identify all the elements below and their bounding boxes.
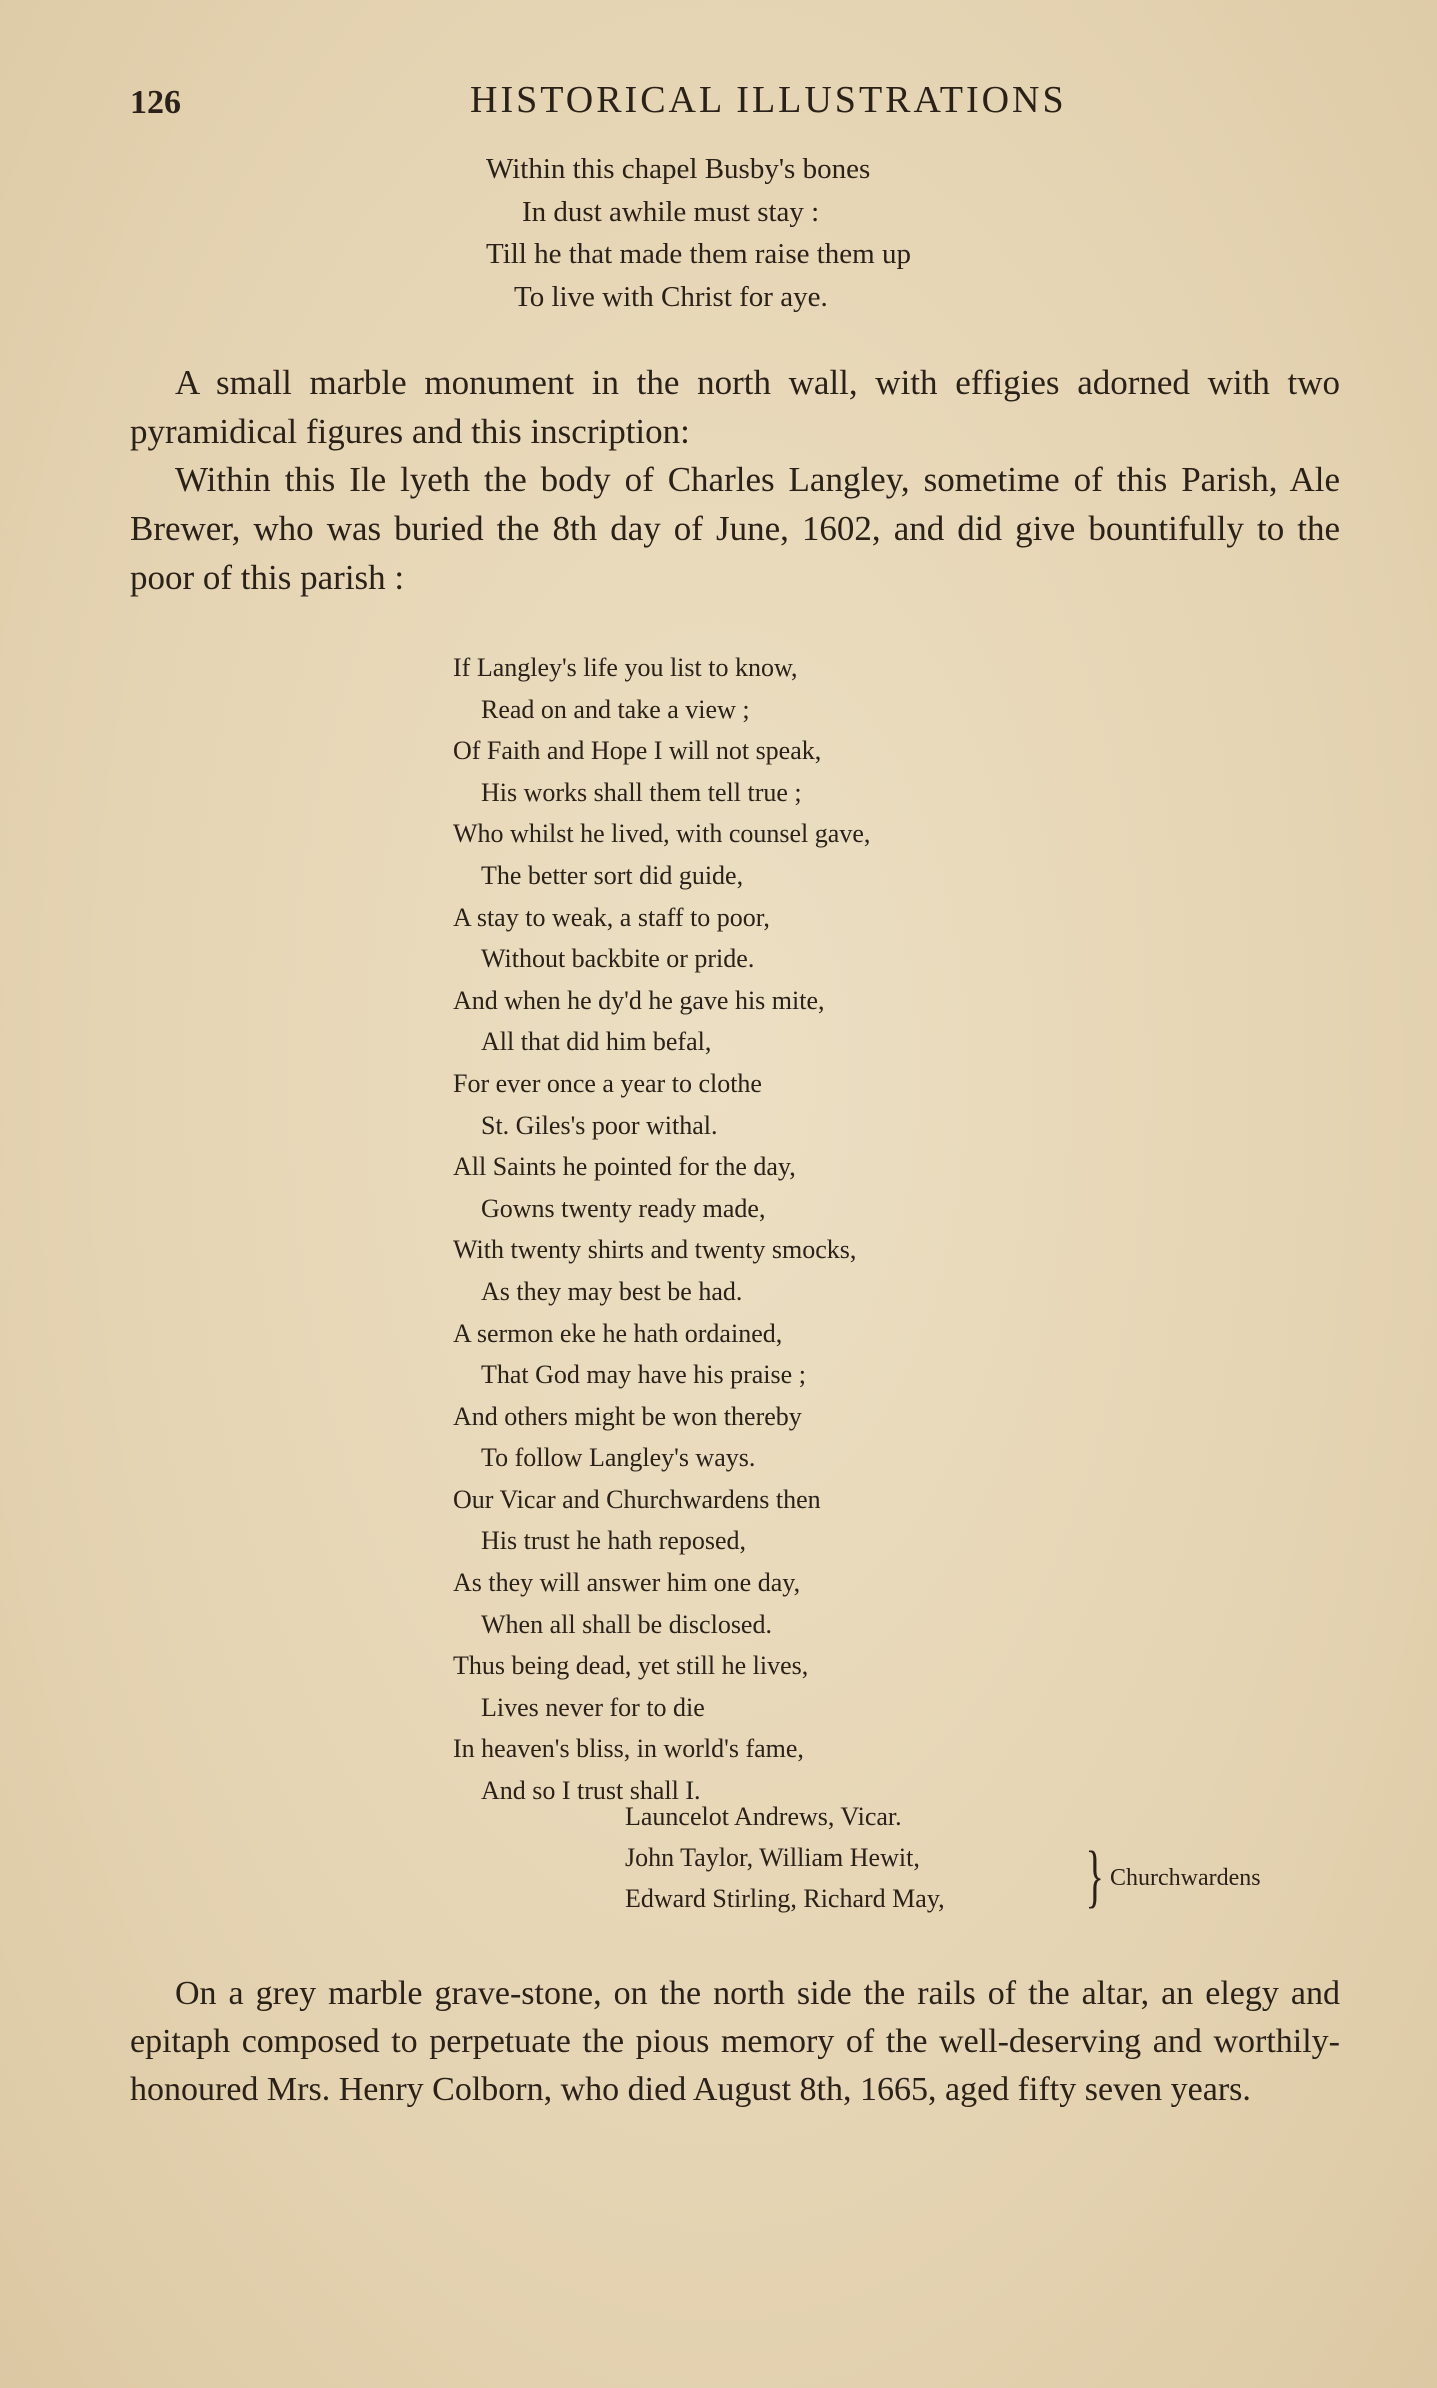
verse-line: To live with Christ for aye. [514,280,828,313]
churchwardens-label: Churchwardens [1110,1865,1261,1891]
verse-line: Thus being dead, yet still he lives, [453,1651,809,1681]
brace-icon: } [1085,1838,1105,1915]
verse-line: When all shall be disclosed. [481,1609,772,1639]
verse-line: In dust awhile must stay : [522,195,820,228]
verse-line: For ever once a year to clothe [453,1068,762,1098]
busby-verse [486,148,911,318]
verse-line: To follow Langley's ways. [481,1443,756,1473]
verse-line: In heaven's bliss, in world's fame, [453,1734,804,1764]
verse-line: Of Faith and Hope I will not speak, [453,736,822,766]
langley-epitaph [453,647,870,1812]
verse-line: Till he that made them raise them up [486,238,911,270]
verse-line: And when he dy'd he gave his mite, [453,985,825,1015]
churchwardens-signature-line: John Taylor, William Hewit, [625,1843,920,1872]
page-header [130,78,1330,128]
verse-line: All Saints he pointed for the day, [453,1152,796,1182]
verse-line: As they may best be had. [481,1276,743,1306]
inscription-paragraph: Within this Ile lyeth the body of Charles Langley, sometime of this Parish, Ale Brewer, who was buried the 8th day of June, 1602, and did give bountifully to the poor of this parish : [130,460,1340,597]
verse-line: And so I trust shall I. [481,1776,701,1806]
churchwardens-signature-line: Edward Stirling, Richard May, [625,1884,945,1913]
colborn-paragraph: On a grey marble grave-stone, on the north side the rails of the altar, an elegy and epitaph composed to perpetuate the pious memory of the well-deserving and worthily-honoured Mrs. Henry Colborn, who died August 8th, 1665, aged fifty seven years. [130,1975,1340,2108]
verse-line: With twenty shirts and twenty smocks, [453,1235,857,1265]
verse-line: That God may have his praise ; [481,1360,806,1390]
monument-paragraph: A small marble monument in the north wall, with effigies adorned with two pyramidical figures and this inscription: [130,363,1340,451]
verse-line: Lives never for to die [481,1692,705,1722]
verse-line: All that did him befal, [481,1027,712,1057]
verse-line: A stay to weak, a staff to poor, [453,902,770,932]
verse-line: The better sort did guide, [481,860,744,890]
verse-line: A sermon eke he hath ordained, [453,1318,783,1348]
vicar-signature: Launcelot Andrews, Vicar. [625,1802,902,1831]
verse-line: Read on and take a view ; [481,694,750,724]
verse-line: His trust he hath reposed, [481,1526,747,1556]
verse-line: Who whilst he lived, with counsel gave, [453,819,871,849]
verse-line: His works shall them tell true ; [481,777,802,807]
verse-line: And others might be won thereby [453,1401,802,1431]
verse-line: Without backbite or pride. [481,944,755,974]
page-number: 126 [130,84,181,121]
verse-line: St. Giles's poor withal. [481,1110,718,1140]
verse-line: If Langley's life you list to know, [453,653,798,682]
verse-line: Gowns twenty ready made, [481,1193,766,1223]
verse-line: As they will answer him one day, [453,1568,801,1598]
running-head: HISTORICAL ILLUSTRATIONS [470,79,1067,121]
verse-line: Our Vicar and Churchwardens then [453,1484,821,1514]
verse-line: Within this chapel Busby's bones [486,153,871,185]
